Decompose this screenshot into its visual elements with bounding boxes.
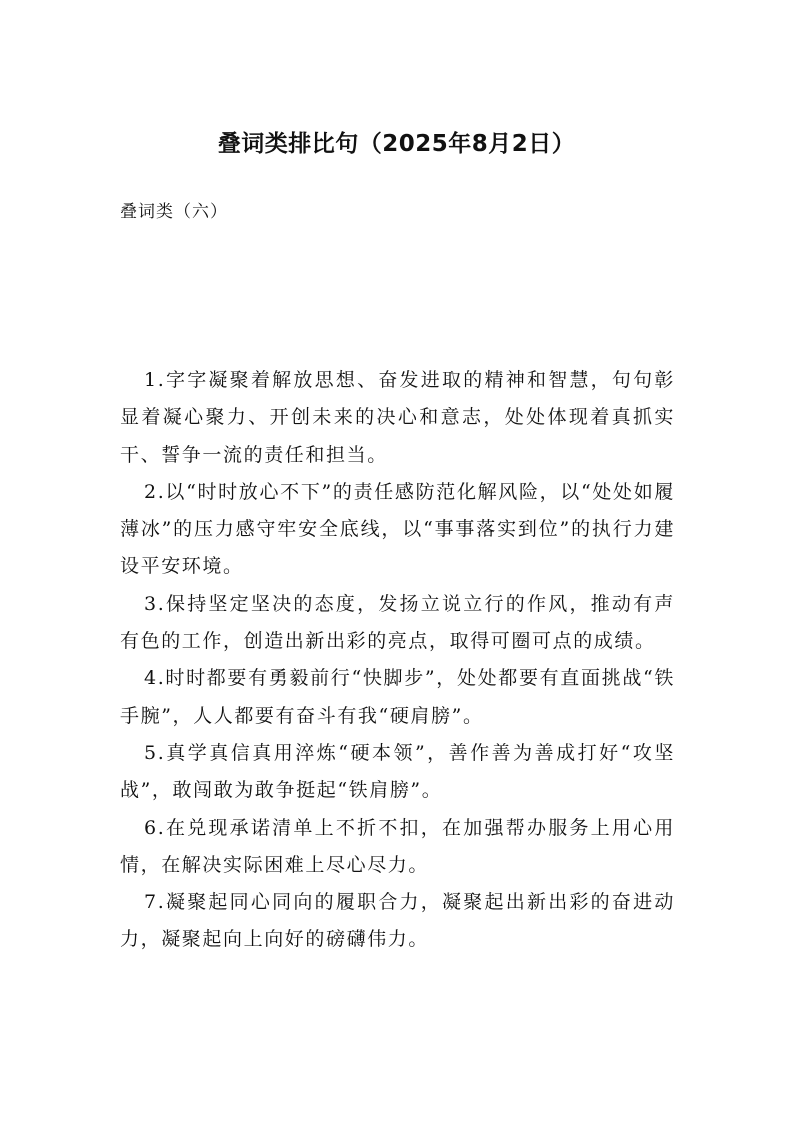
sentence-list	[120, 362, 675, 959]
list-item: 1.字字凝聚着解放思想、奋发进取的精神和智慧，句句彰显着凝心聚力、开创未来的决心和意志，处处体现着真抓实干、誓争一流的责任和担当。	[120, 369, 675, 466]
list-item: 7.凝聚起同心同向的履职合力，凝聚起出新出彩的奋进动力，凝聚起向上向好的磅礴伟力。	[120, 891, 675, 951]
list-item: 6.在兑现承诺清单上不折不扣，在加强帮办服务上用心用情，在解决实际困难上尽心尽力。	[120, 816, 675, 876]
list-item: 2.以“时时放心不下”的责任感防范化解风险，以“处处如履薄冰”的压力感守牢安全底线，以“事事落实到位”的执行力建设平安环境。	[120, 480, 675, 578]
document-title: 叠词类排比句（2025年8月2日）	[217, 131, 576, 157]
document-subtitle: 叠词类（六）	[120, 202, 228, 222]
list-item: 5.真学真信真用淬炼“硬本领”，善作善为善成打好“攻坚战”，敢闯敢为敢争挺起“铁肩膀”。	[120, 741, 675, 802]
list-item: 3.保持坚定坚决的态度，发扬立说立行的作风，推动有声有色的工作，创造出新出彩的亮点，取得可圈可点的成绩。	[120, 592, 675, 653]
list-item: 4.时时都要有勇毅前行“快脚步”，处处都要有直面挑战“铁手腕”，人人都要有奋斗有我“硬肩膀”。	[120, 667, 675, 727]
